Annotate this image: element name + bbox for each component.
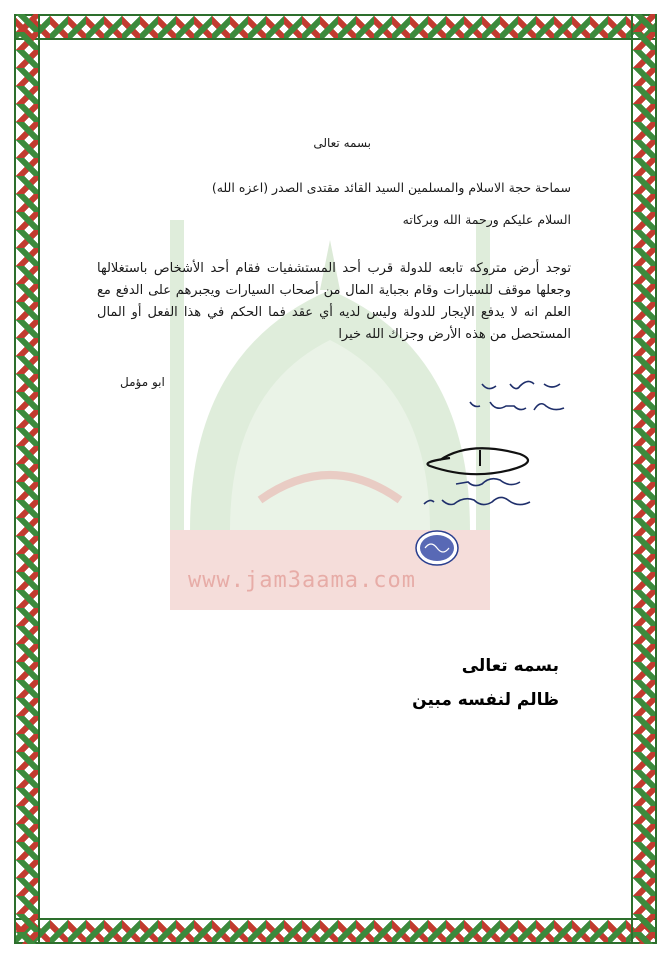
letter-basmala: بسمه تعالى <box>313 136 371 150</box>
reply-ruling: ظالم لنفسه مبين <box>412 690 559 710</box>
handwritten-signature-icon <box>370 430 550 520</box>
ornamental-border-bottom <box>14 918 657 944</box>
ornamental-border-right <box>631 14 657 944</box>
letter-greeting: السلام عليكم ورحمة الله وبركاته <box>402 212 571 227</box>
letter-body: توجد أرض متروكه تابعه للدولة قرب أحد المستشفيات فقام أحد الأشخاص باستغلالها وجعلها موقف للسيارات وقام بجباية المال من أصحاب السيارات ويجبرهم على الدفع مع العلم انه لا يدفع الإيجار للدولة وليس لديه أي عقد فما الحكم في هذا الفعل أو المال المستحصل من هذه الأرض وجزاك الله خيرا <box>97 261 571 342</box>
watermark-url: www.jam3aama.com <box>188 568 416 593</box>
ornamental-border-left <box>14 14 40 944</box>
ornamental-border-top <box>14 14 657 40</box>
handwritten-reply-icon <box>440 372 570 422</box>
official-seal-icon <box>415 530 459 566</box>
letter-signer: ابو مؤمل <box>120 375 165 389</box>
letter-address: سماحة حجة الاسلام والمسلمين السيد القائد مقتدى الصدر (اعزه الله) <box>211 180 571 195</box>
reply-basmala: بسمه تعالى <box>461 656 559 676</box>
